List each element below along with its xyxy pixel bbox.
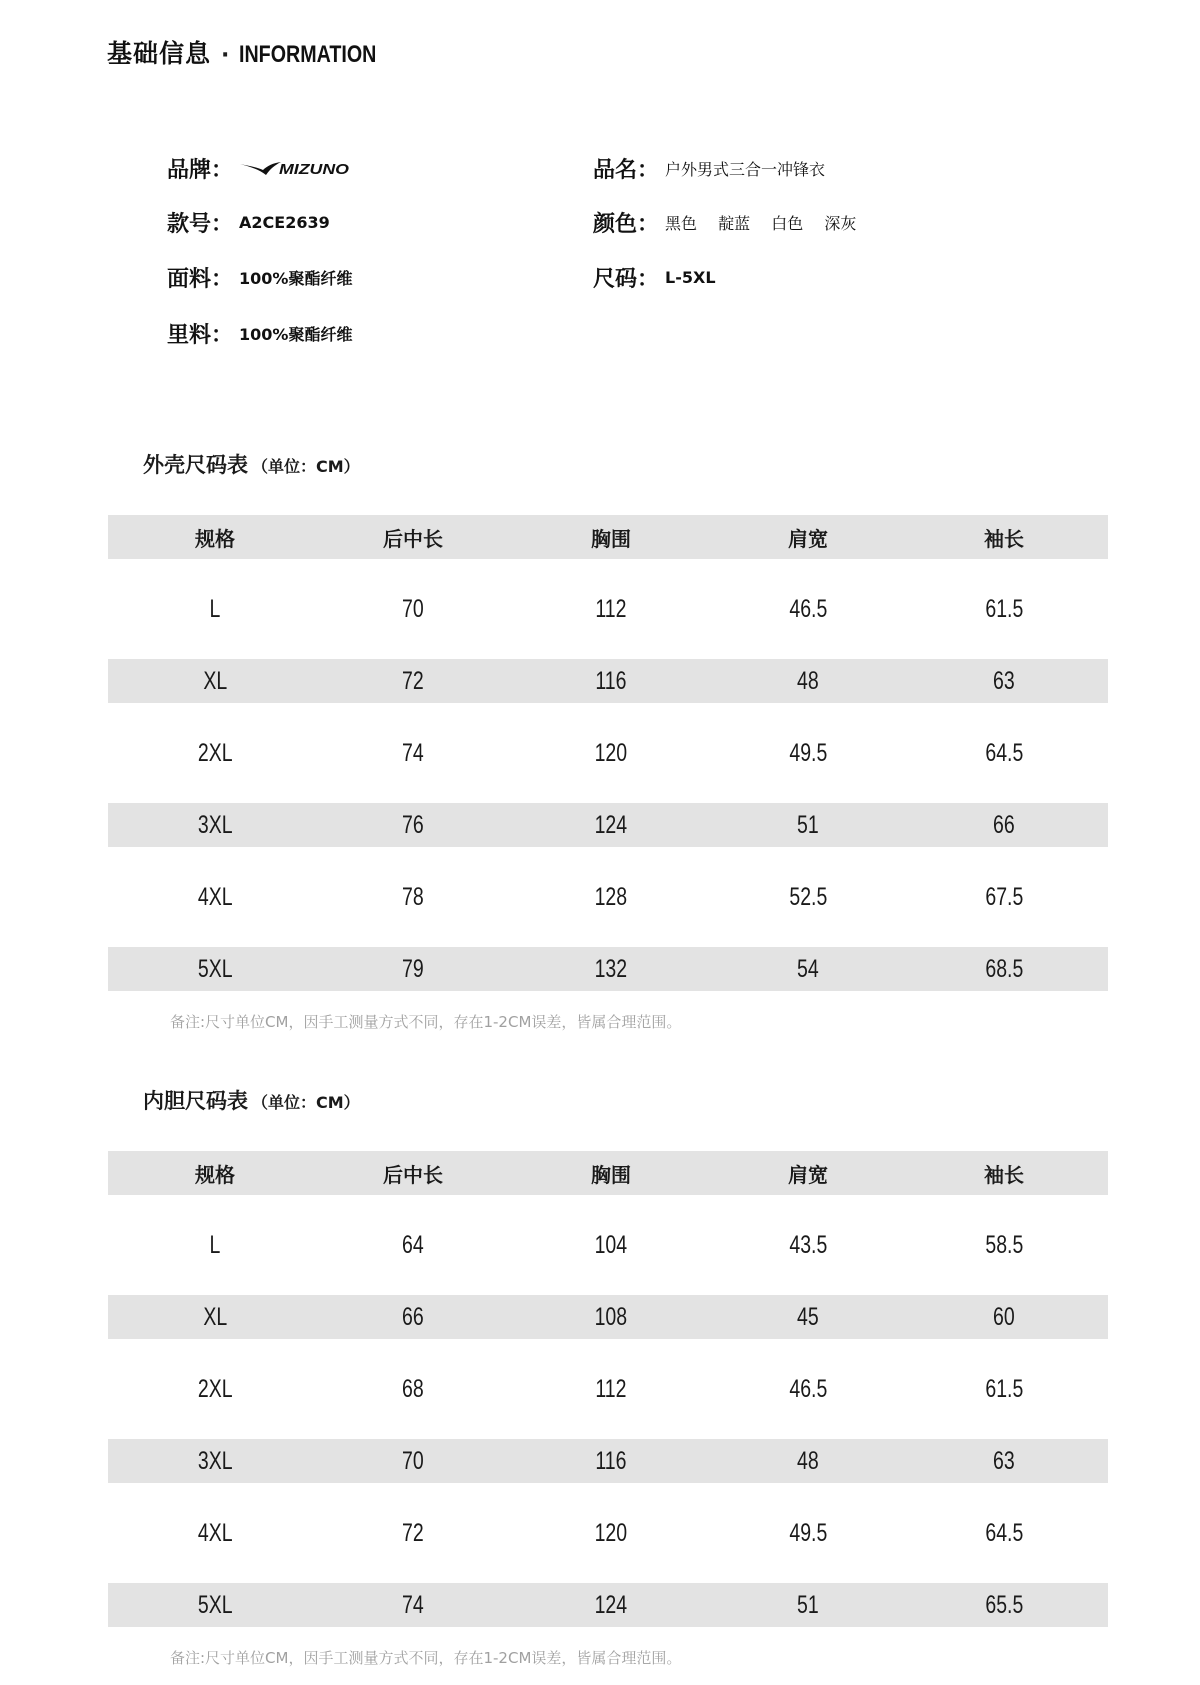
table-cell: [145, 659, 285, 703]
table-cell: [738, 1295, 878, 1339]
table-cell: [145, 1439, 285, 1483]
table-cell-value: 61.5: [985, 594, 1023, 623]
table-cell-value: 66: [402, 1302, 424, 1331]
table-cell-value: 64: [402, 1230, 424, 1259]
table-cell: [145, 1511, 285, 1555]
color-value: 黑色: [665, 213, 698, 233]
table-cell: [541, 1583, 681, 1627]
table-cell-value: 43.5: [789, 1230, 827, 1259]
header-title-cn: 基础信息: [107, 39, 212, 68]
table-cell-value: 67.5: [985, 882, 1023, 911]
table-cell-value: 63: [993, 1446, 1015, 1475]
table-cell: [934, 803, 1074, 847]
table-cell-value: 132: [594, 954, 628, 983]
table-cell-value: 65.5: [985, 1590, 1023, 1619]
table-row: [108, 875, 1108, 919]
table-cell: [738, 1367, 878, 1411]
table-cell-value: 63: [993, 666, 1015, 695]
inner-table-note: 备注:尺寸单位CM，因手工测量方式不同，存在1-2CM误差，皆属合理范围。: [170, 1649, 682, 1667]
color-value: 白色: [771, 213, 804, 233]
table-cell-value: 52.5: [789, 882, 827, 911]
table-cell: [934, 1295, 1074, 1339]
table-cell: [145, 1367, 285, 1411]
table-cell: [145, 731, 285, 775]
header-title-en: INFORMATION: [239, 41, 377, 68]
table-cell: [541, 947, 681, 991]
table-cell-value: 51: [797, 810, 819, 839]
fabric-value: 100%聚酯纤维: [239, 268, 353, 288]
column-header: 袖长: [984, 1162, 1024, 1187]
table-cell: [934, 587, 1074, 631]
table-cell-value: 124: [594, 1590, 628, 1619]
table-row: [108, 803, 1108, 847]
table-header-row: [108, 1151, 1108, 1195]
info-color: [593, 207, 872, 237]
table-cell: [541, 1367, 681, 1411]
table-cell: [541, 731, 681, 775]
table-cell-value: 4XL: [197, 1518, 233, 1547]
table-cell-value: 70: [402, 594, 424, 623]
table-row: [108, 1439, 1108, 1483]
fabric-label: 面料：: [167, 266, 234, 292]
table-cell: [145, 947, 285, 991]
table-cell: [145, 803, 285, 847]
table-cell: [145, 1223, 285, 1267]
table-cell-value: 124: [594, 810, 628, 839]
table-cell-value: 104: [594, 1230, 628, 1259]
table-cell-value: 74: [402, 1590, 424, 1619]
table-cell-value: 3XL: [197, 810, 233, 839]
table-cell: [541, 659, 681, 703]
color-value: 靛蓝: [718, 213, 751, 233]
table-cell-value: 3XL: [197, 1446, 233, 1475]
style-value: A2CE2639: [239, 212, 330, 232]
table-row: [108, 731, 1108, 775]
lining-label: 里料：: [167, 322, 234, 348]
table-cell-value: XL: [203, 1302, 227, 1331]
table-cell-value: L: [209, 594, 221, 623]
table-cell-value: 51: [797, 1590, 819, 1619]
table-cell: [934, 1367, 1074, 1411]
color-label: 颜色：: [593, 211, 660, 237]
table-cell-value: 64.5: [985, 738, 1023, 767]
table-cell-value: 2XL: [197, 738, 233, 767]
column-header: 后中长: [383, 1162, 443, 1187]
table-cell: [934, 1439, 1074, 1483]
table-cell-value: 48: [797, 666, 819, 695]
table-cell: [343, 947, 483, 991]
table-cell-value: 120: [594, 1518, 628, 1547]
column-header: 肩宽: [788, 526, 828, 551]
table-cell-value: 78: [402, 882, 424, 911]
inner-title-text: 内胆尺码表: [143, 1089, 248, 1113]
table-cell: [934, 875, 1074, 919]
table-cell: [343, 1367, 483, 1411]
table-cell: [738, 1511, 878, 1555]
table-cell: [934, 1583, 1074, 1627]
info-lining: [167, 318, 352, 348]
table-row: [108, 1223, 1108, 1267]
table-cell-value: 76: [402, 810, 424, 839]
table-cell-value: 4XL: [197, 882, 233, 911]
table-cell-value: 5XL: [197, 1590, 233, 1619]
table-row: [108, 1367, 1108, 1411]
color-value: 深灰: [824, 213, 857, 233]
table-cell: [541, 1223, 681, 1267]
table-cell-value: 128: [594, 882, 628, 911]
column-header: 规格: [195, 1162, 235, 1187]
table-row: [108, 947, 1108, 991]
table-cell-value: 116: [595, 1446, 627, 1475]
table-cell-value: 49.5: [789, 738, 827, 767]
table-row: [108, 1295, 1108, 1339]
table-cell: [343, 1511, 483, 1555]
column-header: 规格: [195, 526, 235, 551]
table-cell: [343, 1583, 483, 1627]
table-cell-value: 116: [595, 666, 627, 695]
table-cell: [145, 1583, 285, 1627]
column-header: 袖长: [984, 526, 1024, 551]
table-cell-value: 68: [402, 1374, 424, 1403]
name-value: 户外男式三合一冲锋衣: [665, 159, 826, 179]
table-cell-value: 58.5: [985, 1230, 1023, 1259]
table-cell: [738, 659, 878, 703]
table-cell: [934, 731, 1074, 775]
table-cell-value: 46.5: [789, 594, 827, 623]
header-separator: ·: [221, 43, 230, 68]
color-values: [665, 211, 872, 234]
info-style: [167, 207, 330, 237]
table-cell: [343, 731, 483, 775]
table-cell: [738, 731, 878, 775]
table-cell-value: 60: [993, 1302, 1015, 1331]
table-cell-value: 54: [797, 954, 819, 983]
column-header: 后中长: [383, 526, 443, 551]
table-cell: [541, 587, 681, 631]
table-cell-value: 108: [594, 1302, 628, 1331]
info-size: [593, 262, 716, 292]
table-cell: [541, 1295, 681, 1339]
info-fabric: [167, 262, 352, 292]
table-row: [108, 587, 1108, 631]
table-row: [108, 1511, 1108, 1555]
column-header: 胸围: [591, 1162, 631, 1187]
table-row: [108, 1583, 1108, 1627]
table-cell-value: 74: [402, 738, 424, 767]
table-cell: [343, 659, 483, 703]
table-cell: [738, 803, 878, 847]
table-cell: [738, 947, 878, 991]
table-cell-value: 48: [797, 1446, 819, 1475]
column-header: 肩宽: [788, 1162, 828, 1187]
table-cell: [738, 587, 878, 631]
table-cell-value: 112: [595, 1374, 627, 1403]
style-label: 款号：: [167, 211, 234, 237]
table-cell: [145, 1295, 285, 1339]
outer-table-title: [143, 449, 360, 479]
table-cell-value: 120: [594, 738, 628, 767]
table-cell: [738, 1583, 878, 1627]
info-brand: [167, 153, 351, 183]
outer-table-note: 备注:尺寸单位CM，因手工测量方式不同，存在1-2CM误差，皆属合理范围。: [170, 1013, 682, 1031]
table-cell-value: 49.5: [789, 1518, 827, 1547]
table-cell-value: 72: [402, 666, 424, 695]
table-cell: [343, 1439, 483, 1483]
table-cell: [541, 1511, 681, 1555]
table-cell-value: 5XL: [197, 954, 233, 983]
table-cell-value: 2XL: [197, 1374, 233, 1403]
table-cell: [541, 803, 681, 847]
name-label: 品名：: [593, 157, 660, 183]
table-cell: [738, 1223, 878, 1267]
table-cell: [934, 659, 1074, 703]
table-cell-value: 45: [797, 1302, 819, 1331]
table-cell-value: 61.5: [985, 1374, 1023, 1403]
table-cell: [343, 587, 483, 631]
table-header-row: [108, 515, 1108, 559]
outer-unit-text: （单位：CM）: [252, 457, 360, 476]
section-header: [107, 34, 407, 74]
inner-unit-text: （单位：CM）: [252, 1093, 360, 1112]
table-cell: [343, 803, 483, 847]
table-cell-value: 79: [402, 954, 424, 983]
table-row: [108, 659, 1108, 703]
table-cell-value: XL: [203, 666, 227, 695]
table-cell-value: 70: [402, 1446, 424, 1475]
table-cell: [738, 875, 878, 919]
table-cell: [343, 1295, 483, 1339]
table-cell: [343, 875, 483, 919]
column-header: 胸围: [591, 526, 631, 551]
table-cell-value: 66: [993, 810, 1015, 839]
lining-value: 100%聚酯纤维: [239, 324, 353, 344]
table-cell-value: 112: [595, 594, 627, 623]
inner-table-title: [143, 1085, 360, 1115]
info-name: [593, 153, 825, 183]
table-cell: [145, 587, 285, 631]
table-cell: [343, 1223, 483, 1267]
table-cell-value: 64.5: [985, 1518, 1023, 1547]
mizuno-logo: [239, 157, 351, 179]
table-cell-value: 68.5: [985, 954, 1023, 983]
size-value: L-5XL: [665, 267, 716, 287]
table-cell: [934, 1223, 1074, 1267]
table-cell: [934, 1511, 1074, 1555]
size-label: 尺码：: [593, 266, 660, 292]
table-cell: [541, 1439, 681, 1483]
outer-title-text: 外壳尺码表: [143, 453, 248, 477]
mizuno-logo-text: MIZUNO: [279, 161, 350, 178]
table-cell: [934, 947, 1074, 991]
table-cell-value: 72: [402, 1518, 424, 1547]
table-cell-value: L: [209, 1230, 221, 1259]
table-cell: [738, 1439, 878, 1483]
brand-label: 品牌：: [167, 157, 234, 183]
table-cell: [541, 875, 681, 919]
table-cell-value: 46.5: [789, 1374, 827, 1403]
table-cell: [145, 875, 285, 919]
